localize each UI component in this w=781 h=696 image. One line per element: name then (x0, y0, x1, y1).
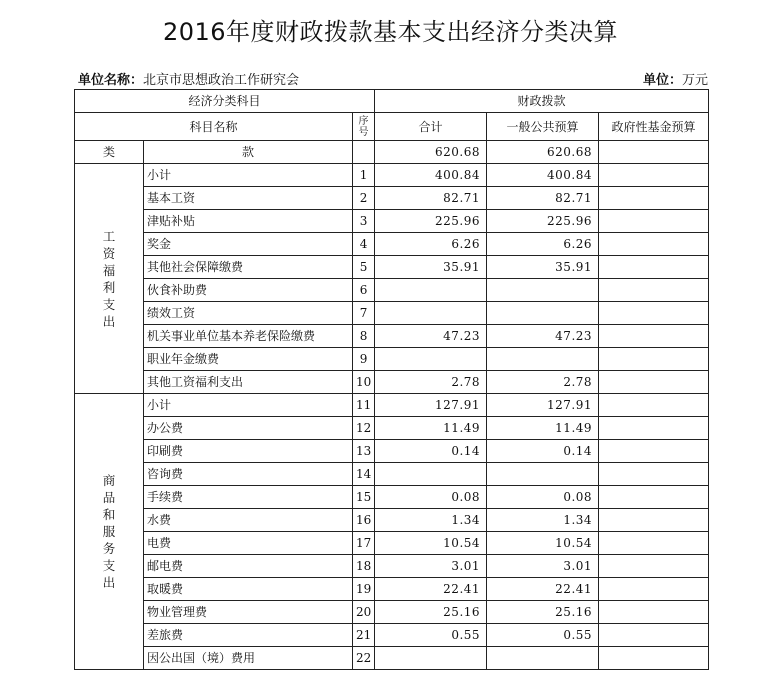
seq-cell: 2 (353, 187, 375, 210)
seq-cell: 17 (353, 532, 375, 555)
gov-fund-cell (599, 624, 709, 647)
total-cell: 47.23 (375, 325, 487, 348)
header-row-1 (75, 90, 709, 113)
subject-name-cell: 办公费 (144, 417, 353, 440)
total-cell: 11.49 (375, 417, 487, 440)
total-cell (375, 348, 487, 371)
table-row (75, 463, 709, 486)
header-gov-fund-budget: 政府性基金预算 (599, 113, 709, 141)
subject-name-cell: 基本工资 (144, 187, 353, 210)
subject-name-cell: 差旅费 (144, 624, 353, 647)
header-lei: 类 (75, 141, 144, 164)
table-row (75, 371, 709, 394)
unit-name (78, 69, 299, 88)
subject-name-cell: 电费 (144, 532, 353, 555)
total-cell: 10.54 (375, 532, 487, 555)
general-budget-cell: 82.71 (487, 187, 599, 210)
subject-name-cell: 职业年金缴费 (144, 348, 353, 371)
table-row (75, 348, 709, 371)
general-budget-cell: 127.91 (487, 394, 599, 417)
gov-fund-cell (599, 348, 709, 371)
header-general-budget: 一般公共预算 (487, 113, 599, 141)
total-cell: 35.91 (375, 256, 487, 279)
table-row (75, 302, 709, 325)
currency-label: 单位： (642, 73, 682, 88)
currency-value: 万元 (681, 73, 708, 88)
general-budget-cell (487, 647, 599, 670)
unit-info-line (74, 69, 708, 87)
seq-cell: 3 (353, 210, 375, 233)
general-budget-cell: 22.41 (487, 578, 599, 601)
gov-fund-cell (599, 256, 709, 279)
seq-cell: 5 (353, 256, 375, 279)
header-seq (353, 113, 375, 141)
seq-cell: 11 (353, 394, 375, 417)
header-total: 合计 (375, 113, 487, 141)
total-cell: 127.91 (375, 394, 487, 417)
seq-cell: 4 (353, 233, 375, 256)
grand-general: 620.68 (487, 141, 599, 164)
table-row (75, 440, 709, 463)
table-row (75, 233, 709, 256)
gov-fund-cell (599, 394, 709, 417)
gov-fund-cell (599, 233, 709, 256)
header-kuan: 款 (144, 141, 353, 164)
subject-name-cell: 物业管理费 (144, 601, 353, 624)
general-budget-cell: 25.16 (487, 601, 599, 624)
subject-name-cell: 奖金 (144, 233, 353, 256)
seq-cell: 1 (353, 164, 375, 187)
subject-name-cell: 其他社会保障缴费 (144, 256, 353, 279)
seq-cell: 16 (353, 509, 375, 532)
table-row (75, 187, 709, 210)
total-cell: 82.71 (375, 187, 487, 210)
total-cell: 1.34 (375, 509, 487, 532)
gov-fund-cell (599, 532, 709, 555)
header-seq-text: 序号 (358, 115, 369, 138)
seq-cell: 19 (353, 578, 375, 601)
subject-name-cell: 印刷费 (144, 440, 353, 463)
gov-fund-cell (599, 210, 709, 233)
gov-fund-cell (599, 279, 709, 302)
category-cell (75, 394, 144, 670)
header-row-2 (75, 113, 709, 141)
gov-fund-cell (599, 555, 709, 578)
total-cell: 225.96 (375, 210, 487, 233)
seq-cell: 14 (353, 463, 375, 486)
subject-name-cell: 绩效工资 (144, 302, 353, 325)
table-row (75, 279, 709, 302)
seq-cell: 13 (353, 440, 375, 463)
general-budget-cell: 11.49 (487, 417, 599, 440)
expenditure-table (74, 89, 709, 670)
general-budget-cell: 0.08 (487, 486, 599, 509)
category-label: 工资福利支出 (102, 228, 116, 329)
currency-unit (643, 69, 708, 88)
seq-cell: 20 (353, 601, 375, 624)
header-fiscal-funds: 财政拨款 (375, 90, 709, 113)
subject-name-cell: 咨询费 (144, 463, 353, 486)
general-budget-cell: 3.01 (487, 555, 599, 578)
seq-cell: 7 (353, 302, 375, 325)
general-budget-cell: 2.78 (487, 371, 599, 394)
unit-name-value: 北京市思想政治工作研究会 (143, 73, 300, 88)
general-budget-cell (487, 302, 599, 325)
gov-fund-cell (599, 509, 709, 532)
gov-fund-cell (599, 463, 709, 486)
total-cell: 6.26 (375, 233, 487, 256)
table-row (75, 210, 709, 233)
subject-name-cell: 邮电费 (144, 555, 353, 578)
gov-fund-cell (599, 486, 709, 509)
seq-cell: 21 (353, 624, 375, 647)
subject-name-cell: 津贴补贴 (144, 210, 353, 233)
gov-fund-cell (599, 302, 709, 325)
table-row (75, 256, 709, 279)
gov-fund-cell (599, 187, 709, 210)
table-row (75, 647, 709, 670)
general-budget-cell (487, 279, 599, 302)
general-budget-cell (487, 348, 599, 371)
subject-name-cell: 小计 (144, 164, 353, 187)
gov-fund-cell (599, 164, 709, 187)
total-cell (375, 647, 487, 670)
seq-cell: 22 (353, 647, 375, 670)
total-seq-cell (353, 141, 375, 164)
total-cell: 0.08 (375, 486, 487, 509)
general-budget-cell: 6.26 (487, 233, 599, 256)
table-row (75, 624, 709, 647)
total-cell: 0.55 (375, 624, 487, 647)
seq-cell: 8 (353, 325, 375, 348)
general-budget-cell: 35.91 (487, 256, 599, 279)
table-row (75, 509, 709, 532)
general-budget-cell: 47.23 (487, 325, 599, 348)
total-cell: 25.16 (375, 601, 487, 624)
table-row (75, 325, 709, 348)
grand-total: 620.68 (375, 141, 487, 164)
subject-name-cell: 因公出国（境）费用 (144, 647, 353, 670)
total-cell (375, 279, 487, 302)
total-cell (375, 302, 487, 325)
table-row (75, 601, 709, 624)
gov-fund-cell (599, 440, 709, 463)
total-cell: 0.14 (375, 440, 487, 463)
total-row (75, 141, 709, 164)
category-label: 商品和服务支出 (102, 473, 116, 590)
general-budget-cell: 0.55 (487, 624, 599, 647)
header-subject-name: 科目名称 (75, 113, 353, 141)
gov-fund-cell (599, 578, 709, 601)
general-budget-cell: 10.54 (487, 532, 599, 555)
unit-name-label: 单位名称： (78, 73, 144, 88)
category-cell (75, 164, 144, 394)
seq-cell: 12 (353, 417, 375, 440)
total-cell: 3.01 (375, 555, 487, 578)
total-cell: 400.84 (375, 164, 487, 187)
subject-name-cell: 水费 (144, 509, 353, 532)
general-budget-cell (487, 463, 599, 486)
gov-fund-cell (599, 325, 709, 348)
header-econ-class: 经济分类科目 (75, 90, 375, 113)
gov-fund-cell (599, 647, 709, 670)
general-budget-cell: 0.14 (487, 440, 599, 463)
table-row (75, 164, 709, 187)
general-budget-cell: 400.84 (487, 164, 599, 187)
table-row (75, 578, 709, 601)
total-cell: 2.78 (375, 371, 487, 394)
seq-cell: 10 (353, 371, 375, 394)
total-cell (375, 463, 487, 486)
table-row (75, 486, 709, 509)
subject-name-cell: 小计 (144, 394, 353, 417)
gov-fund-cell (599, 417, 709, 440)
subject-name-cell: 其他工资福利支出 (144, 371, 353, 394)
gov-fund-cell (599, 371, 709, 394)
seq-cell: 15 (353, 486, 375, 509)
general-budget-cell: 1.34 (487, 509, 599, 532)
seq-cell: 6 (353, 279, 375, 302)
table-row (75, 417, 709, 440)
subject-name-cell: 手续费 (144, 486, 353, 509)
general-budget-cell: 225.96 (487, 210, 599, 233)
gov-fund-cell (599, 601, 709, 624)
table-row (75, 555, 709, 578)
table-row (75, 532, 709, 555)
subject-name-cell: 伙食补助费 (144, 279, 353, 302)
subject-name-cell: 机关事业单位基本养老保险缴费 (144, 325, 353, 348)
table-row (75, 394, 709, 417)
seq-cell: 9 (353, 348, 375, 371)
total-cell: 22.41 (375, 578, 487, 601)
seq-cell: 18 (353, 555, 375, 578)
page-title: 2016年度财政拨款基本支出经济分类决算 (162, 18, 619, 46)
grand-fund (599, 141, 709, 164)
subject-name-cell: 取暖费 (144, 578, 353, 601)
